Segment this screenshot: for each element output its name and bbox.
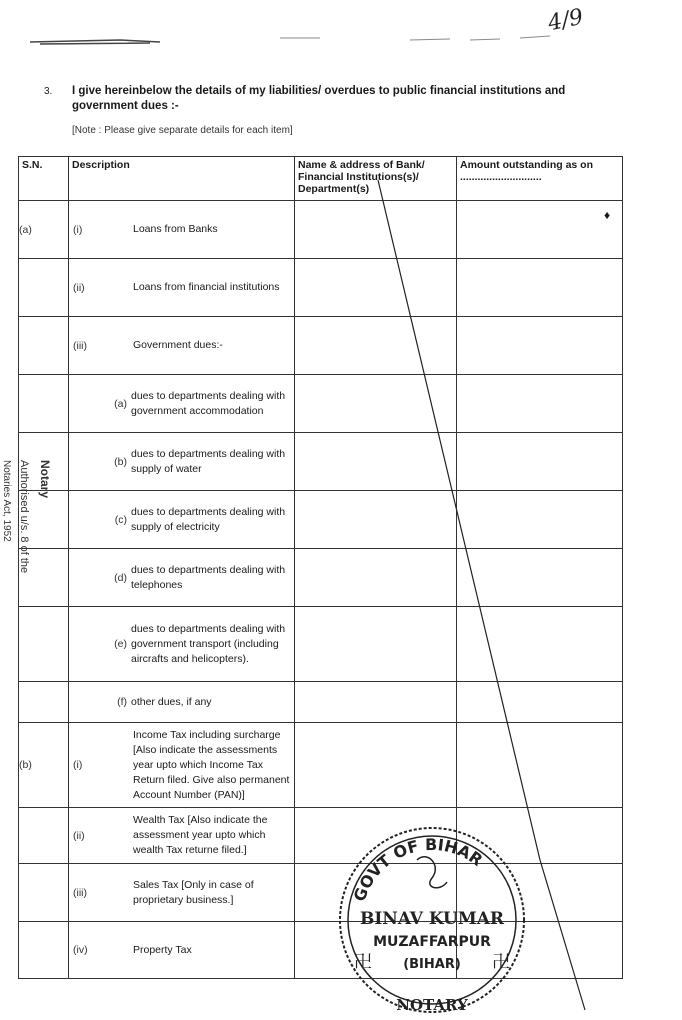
row-text: Wealth Tax [Also indicate the assessment year upto which wealth Tax returne filed.]: [133, 814, 268, 856]
row-text: dues to departments dealing with telephones: [131, 563, 286, 591]
row-sub-letter: (c): [114, 513, 127, 526]
row-text: Sales Tax [Only in case of proprietary business.]: [133, 878, 254, 906]
swastika-icon-left: 卍: [354, 952, 372, 973]
handwritten-page-number: 4/9: [545, 4, 586, 37]
header-sn: S.N.: [19, 157, 69, 201]
row-roman-numeral: (iii): [73, 339, 87, 352]
row-text: other dues, if any: [131, 695, 212, 708]
seal-city: MUZAFFARPUR: [373, 934, 491, 950]
row-text: dues to departments dealing with supply of water: [131, 447, 286, 475]
section-number: 3.: [44, 86, 53, 97]
seal-signature: [417, 857, 447, 888]
row-sub-letter: (d): [114, 571, 127, 584]
row-sub-letter: (b): [114, 455, 127, 468]
row-sub-letter: (e): [114, 638, 127, 650]
seal-top-text: GOVT OF BIHAR: [349, 834, 487, 904]
svg-text:GOVT OF BIHAR: [350, 835, 487, 904]
section-intro: I give hereinbelow the details of my liabilities/ overdues to public financial institutions and government dues :-: [72, 85, 566, 112]
row-sub-letter: (f): [117, 696, 127, 708]
swastika-icon-right: 卍: [492, 952, 510, 973]
row-roman-numeral: (i): [73, 759, 83, 771]
section-note: [Note : Please give separate details for each item]: [72, 125, 293, 136]
row-text: Income Tax including surcharge [Also indicate the assessments year upto which Income Tax Return filed. Give also permanent Account Number (PAN)]: [133, 728, 290, 801]
seal-bottom-text: NOTARY: [396, 996, 468, 1014]
row-roman-numeral: (iv): [73, 944, 88, 956]
header-bank: Name & address of Bank/ Financial Institutions(s)/ Department(s): [295, 157, 457, 201]
handwritten-mark: ♦: [604, 208, 611, 222]
row-roman-numeral: (i): [73, 223, 83, 236]
side-stamp-line3: Notaries Act, 1952: [1, 460, 12, 542]
row-sub-letter: (a): [114, 397, 127, 410]
row-text: dues to departments dealing with supply of electricity: [131, 505, 286, 533]
row-roman-numeral: (ii): [73, 281, 85, 294]
row-sn: (b): [19, 723, 69, 808]
header-description: Description: [69, 157, 295, 201]
row-roman-numeral: (iii): [73, 886, 87, 899]
seal-name: BINAV KUMAR: [359, 909, 505, 929]
row-text: Government dues:-: [133, 339, 223, 351]
row-text: dues to departments dealing with government accommodation: [131, 389, 286, 417]
row-sn: (a): [19, 201, 69, 259]
row-text: Property Tax: [133, 943, 192, 956]
row-roman-numeral: (ii): [73, 829, 85, 842]
header-amount: Amount outstanding as on ............................: [457, 157, 623, 201]
seal-state: (BIHAR): [403, 957, 461, 972]
notary-seal: [332, 820, 532, 1020]
side-stamp-line1: Notary: [38, 460, 52, 499]
row-text: Loans from financial institutions: [133, 281, 280, 293]
row-text: dues to departments dealing with government transport (including aircrafts and helicopters).: [131, 622, 286, 665]
row-text: Loans from Banks: [133, 223, 218, 235]
side-stamp-line2: Authorised u/s. 8 of the: [18, 460, 30, 574]
